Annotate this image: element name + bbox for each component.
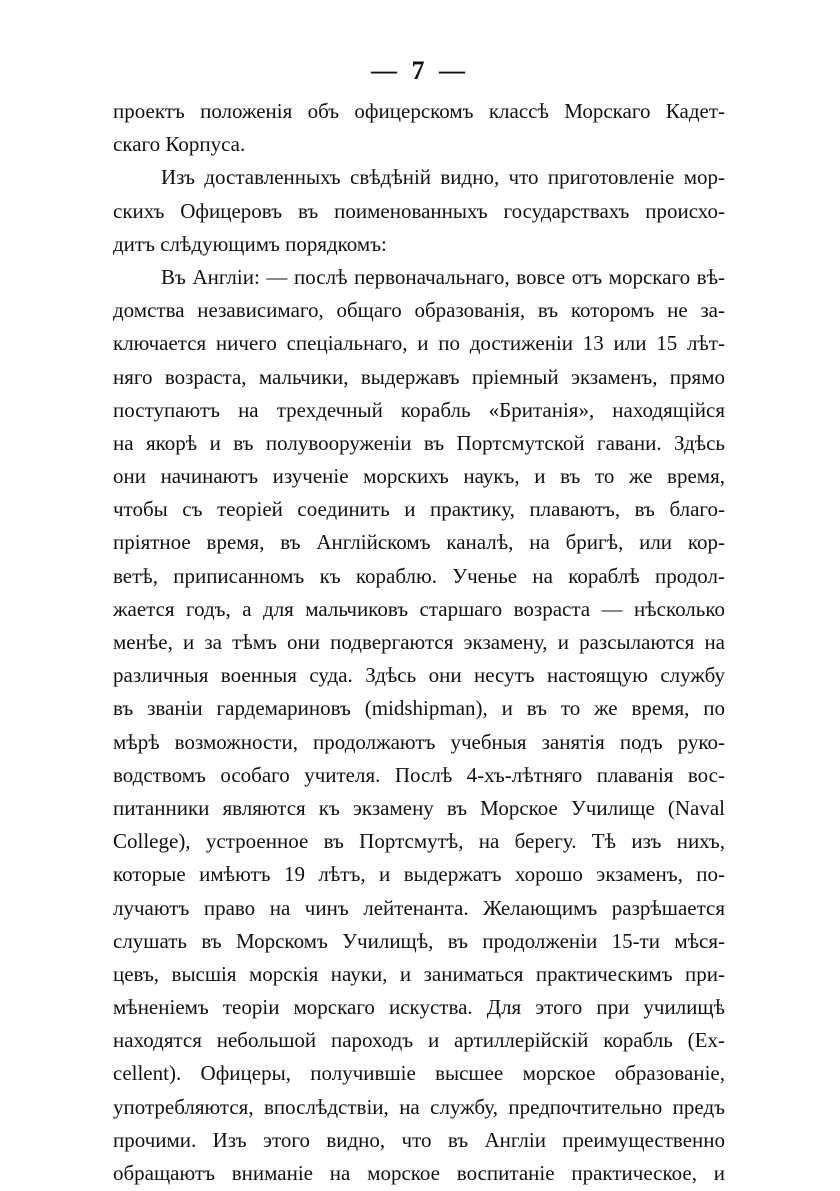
text-line: скихъ Офицеровъ въ поименованныхъ государствахъ происхо-: [113, 198, 725, 223]
text-line: мѣрѣ возможности, продолжаютъ учебныя занятія подъ руко-: [113, 729, 725, 754]
page-number: — 7 —: [371, 56, 469, 85]
text-line: прочими. Изъ этого видно, что въ Англіи преимущественно: [113, 1127, 725, 1152]
text-line: College), устроенное въ Портсмутѣ, на берегу. Тѣ изъ нихъ,: [113, 829, 725, 854]
text-line: слушать въ Морскомъ Училищѣ, въ продолженіи 15-ти мѣся-: [113, 928, 725, 953]
text-line: cellent). Офицеры, получившіе высшее морское образованіе,: [113, 1061, 725, 1086]
text-line: чтобы съ теоріей соединить и практику, плаваютъ, въ благо-: [113, 497, 725, 522]
body-text: [113, 95, 725, 1190]
text-line: проектъ положенія объ офицерскомъ классѣ Морскаго Кадет-: [113, 99, 725, 123]
text-line: дитъ слѣдующимъ порядкомъ:: [113, 231, 387, 256]
text-line: въ званіи гардемариновъ (midshipman), и въ то же время, по: [113, 696, 725, 721]
text-line: питанники являются къ экзамену въ Морское Училище (Naval: [113, 795, 725, 820]
text-line: ветѣ, приписанномъ къ кораблю. Ученье на кораблѣ продол-: [113, 563, 725, 588]
text-line: поступаютъ на трехдечный корабль «Британія», находящійся: [113, 397, 725, 422]
text-line: которые имѣютъ 19 лѣтъ, и выдержатъ хорошо экзаменъ, по-: [113, 862, 725, 887]
text-line: цевъ, высшія морскія науки, и заниматься практическимъ при-: [113, 961, 725, 986]
text-line: менѣе, и за тѣмъ они подвергаются экзамену, и разсылаются на: [113, 630, 725, 654]
text-line: обращаютъ вниманіе на морское воспитаніе практическое, и: [113, 1161, 725, 1185]
text-line: Изъ доставленныхъ свѣдѣній видно, что приготовленіе мор-: [161, 165, 725, 190]
text-line: они начинаютъ изученіе морскихъ наукъ, и въ то же время,: [113, 464, 725, 489]
text-line: пріятное время, въ Англійскомъ каналѣ, на бригѣ, или кор-: [113, 530, 725, 555]
text-line: жается годъ, а для мальчиковъ старшаго возраста — нѣсколько: [113, 596, 725, 621]
text-line: няго возраста, мальчики, выдержавъ пріемный экзаменъ, прямо: [113, 364, 725, 389]
text-line: Въ Англіи: — послѣ первоначальнаго, вовсе отъ морскаго вѣ-: [161, 264, 725, 289]
text-line: домства независимаго, общаго образованія, въ которомъ не за-: [113, 298, 725, 323]
text-line: различныя военныя суда. Здѣсь они несутъ настоящую службу: [113, 663, 725, 688]
text-line: водствомъ особаго учителя. Послѣ 4-хъ-лѣтняго плаванія вос-: [113, 762, 725, 787]
text-line: на якорѣ и въ полувооруженіи въ Портсмутской гавани. Здѣсь: [113, 430, 725, 455]
text-line: лучаютъ право на чинъ лейтенанта. Желающимъ разрѣшается: [113, 895, 725, 920]
text-line: употребляются, впослѣдствіи, на службу, предпочтительно предъ: [113, 1094, 725, 1119]
text-line: ключается ничего спеціальнаго, и по достиженіи 13 или 15 лѣт-: [113, 331, 725, 356]
text-line: скаго Корпуса.: [113, 132, 246, 157]
text-line: мѣненіемъ теоріи морскаго искуства. Для этого при училищѣ: [113, 995, 725, 1020]
text-line: находятся небольшой пароходъ и артиллерійскій корабль (Ex-: [113, 1028, 725, 1053]
